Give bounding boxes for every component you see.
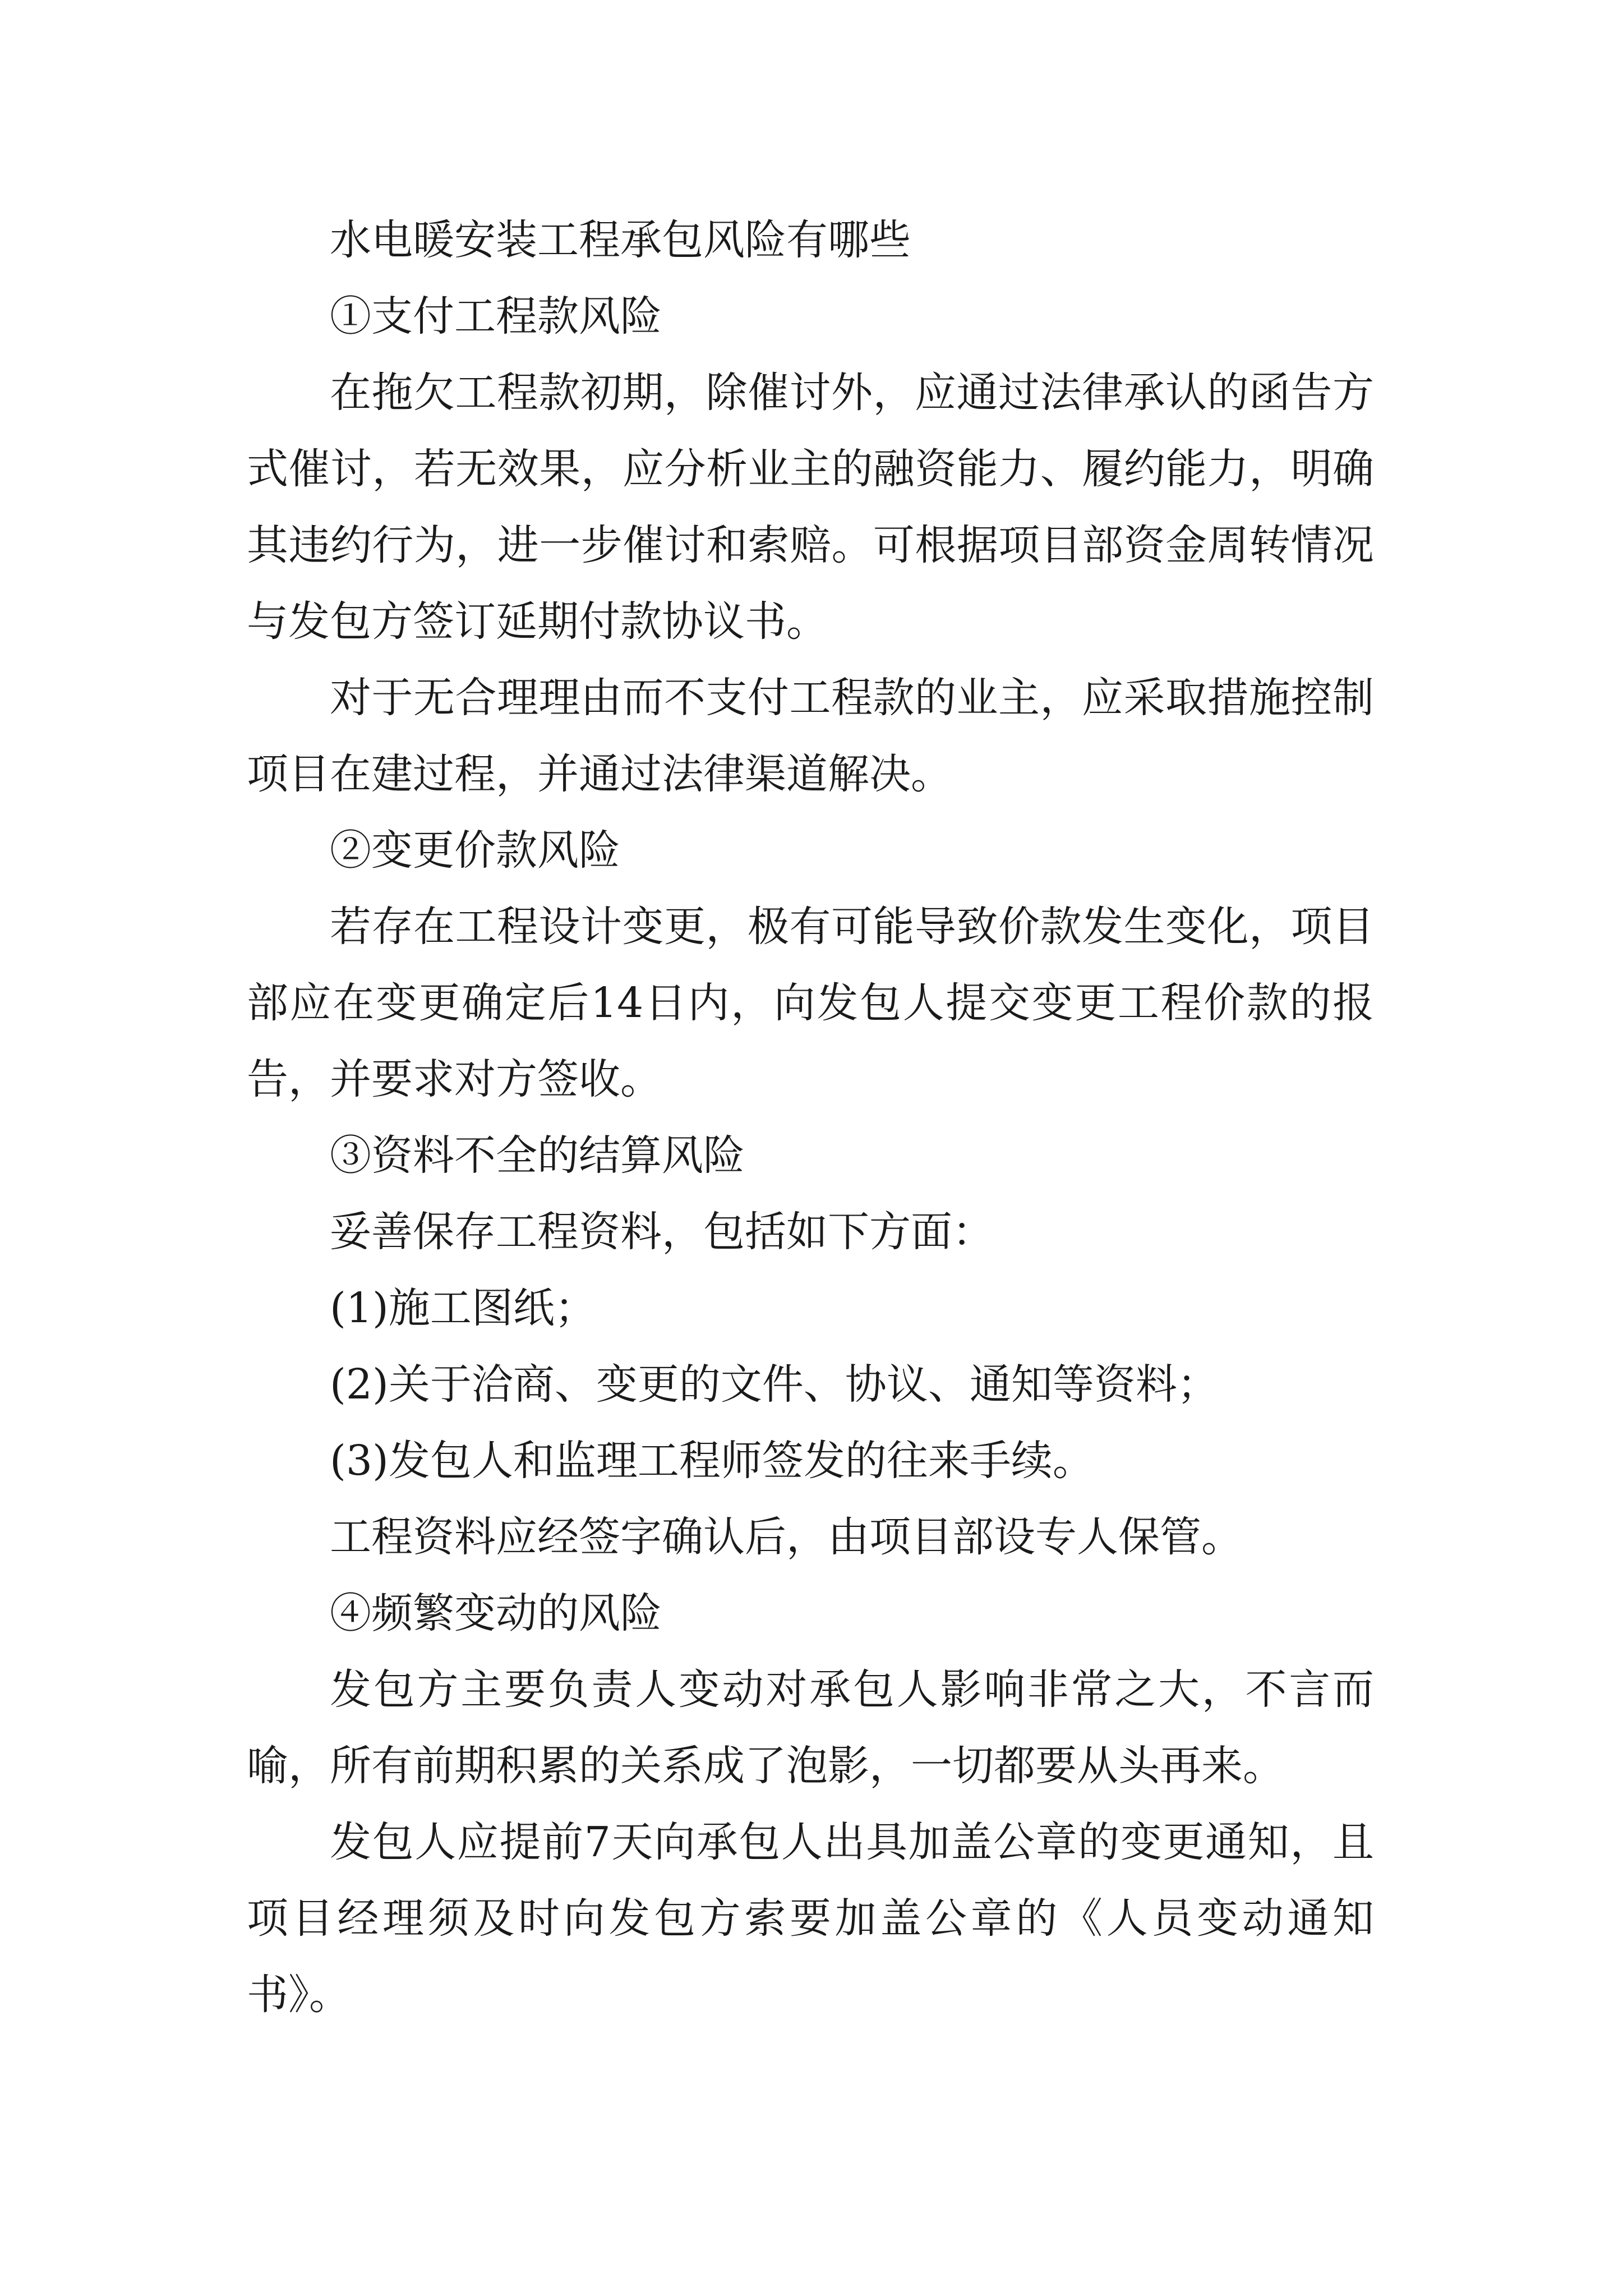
- paragraph: 妥善保存工程资料，包括如下方面：: [330, 1208, 994, 1256]
- document-title: 水电暖安装工程承包风险有哪些: [330, 216, 911, 264]
- section-heading-payment: ①支付工程款风险: [330, 292, 662, 341]
- paragraph: 对于无合理理由而不支付工程款的业主，应采取措施控制项目在建过程，并通过法律渠道解决。: [247, 674, 1374, 798]
- section-heading-frequent-change: ④频繁变动的风险: [330, 1589, 662, 1637]
- section-heading-price-change: ②变更价款风险: [330, 826, 620, 875]
- list-item: (3)发包人和监理工程师签发的往来手续。: [330, 1437, 1094, 1485]
- paragraph: 发包方主要负责人变动对承包人影响非常之大，不言而喻，所有前期积累的关系成了泡影，一切都要从头再来。: [247, 1665, 1374, 1790]
- paragraph: 在拖欠工程款初期，除催讨外，应通过法律承认的函告方式催讨，若无效果，应分析业主的融资能力、履约能力，明确其违约行为，进一步催讨和索赔。可根据项目部资金周转情况与发包方签订延期付款协议书。: [247, 369, 1374, 646]
- paragraph: 工程资料应经签字确认后，由项目部设专人保管。: [330, 1513, 1243, 1561]
- list-item: (2)关于洽商、变更的文件、协议、通知等资料；: [330, 1360, 1219, 1409]
- document-body: [247, 202, 1374, 2033]
- list-item: (1)施工图纸；: [330, 1284, 596, 1332]
- paragraph: 若存在工程设计变更，极有可能导致价款发生变化，项目部应在变更确定后14日内，向发包人提交变更工程价款的报告，并要求对方签收。: [247, 903, 1374, 1103]
- section-heading-incomplete-docs: ③资料不全的结算风险: [330, 1131, 745, 1180]
- paragraph: 发包人应提前7天向承包人出具加盖公章的变更通知，且项目经理须及时向发包方索要加盖公章的《人员变动通知书》。: [247, 1818, 1374, 2019]
